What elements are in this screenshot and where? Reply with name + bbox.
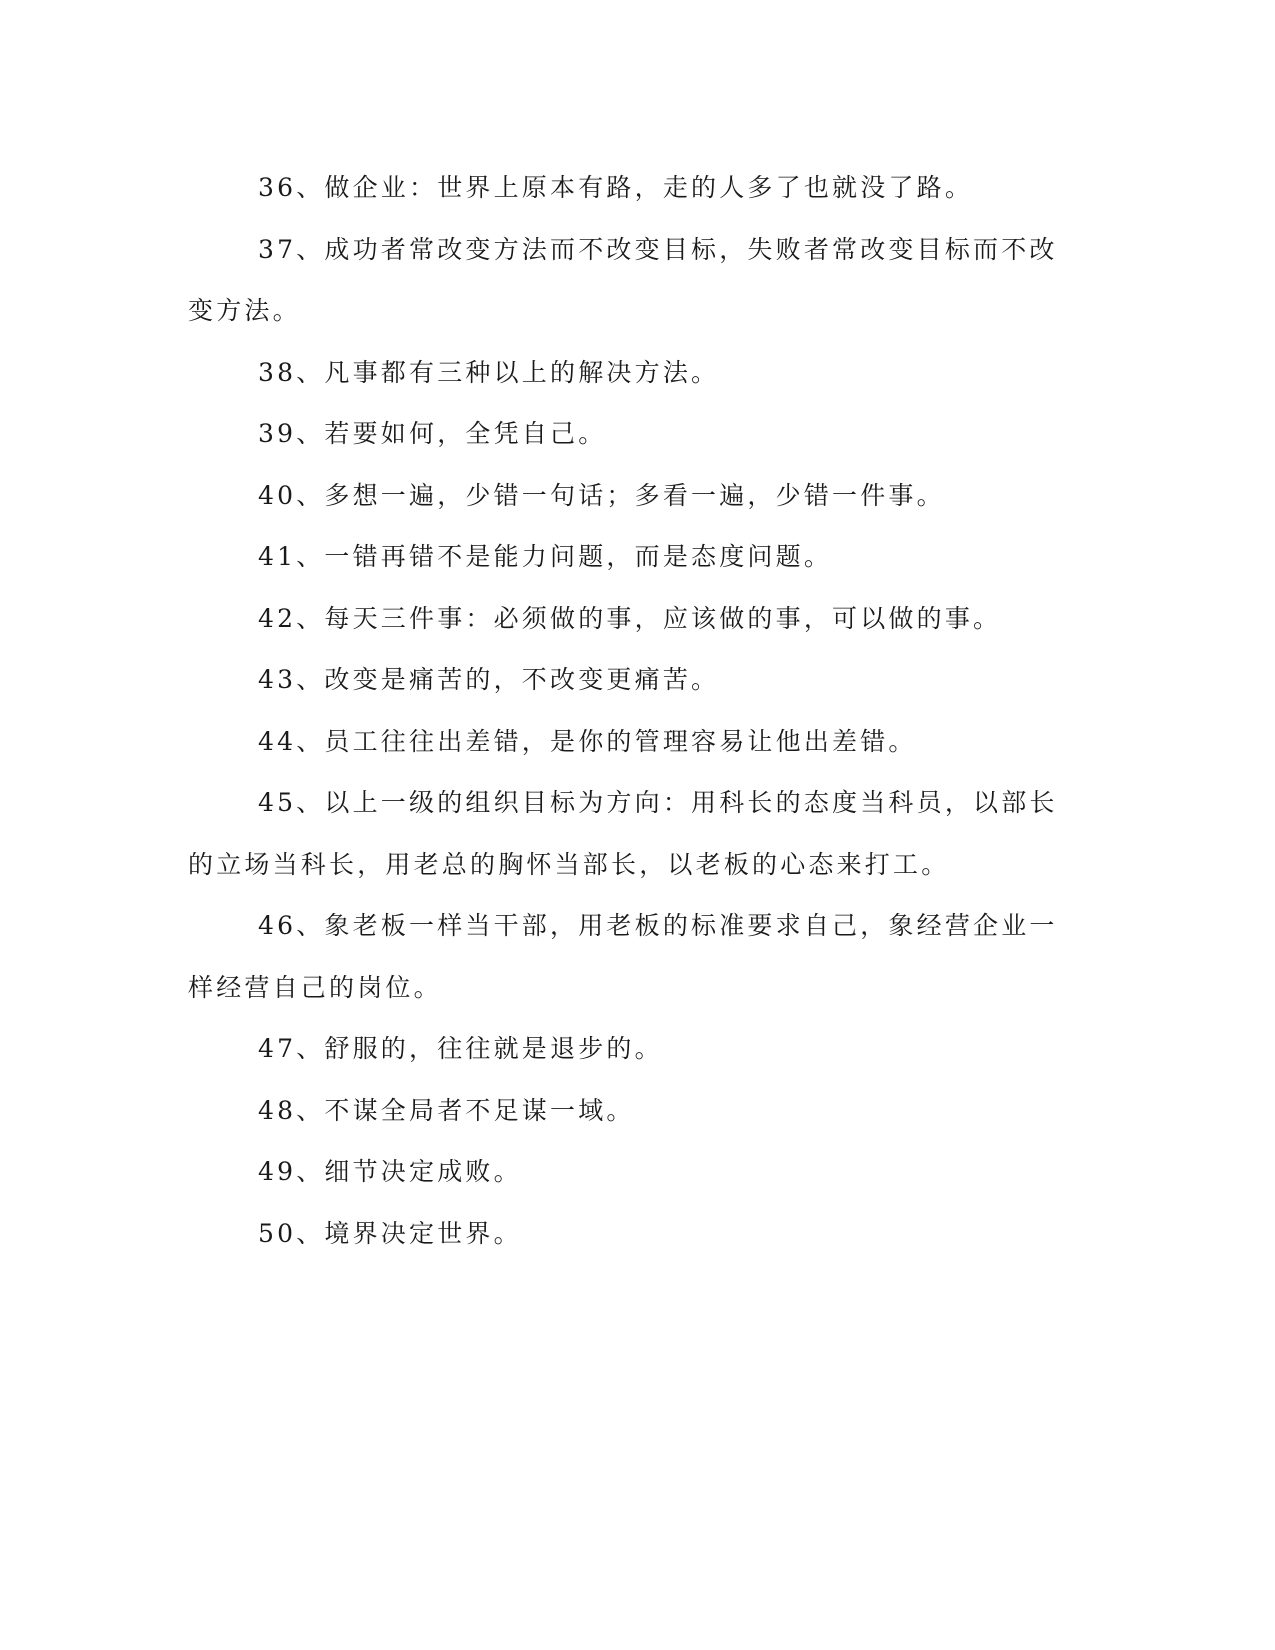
paragraph-48: 48、不谋全局者不足谋一域。	[258, 1095, 635, 1125]
paragraph-46: 46、象老板一样当干部，用老板的标准要求自己，象经营企业一样经营自己的岗位。	[188, 911, 1058, 1002]
paragraph-37: 37、成功者常改变方法而不改变目标，失败者常改变目标而不改变方法。	[188, 234, 1058, 325]
paragraph-50: 50、境界决定世界。	[258, 1218, 522, 1248]
paragraph-42: 42、每天三件事：必须做的事，应该做的事，可以做的事。	[258, 603, 1002, 633]
paragraph-41: 41、一错再错不是能力问题，而是态度问题。	[258, 542, 833, 571]
paragraph-47: 47、舒服的，往往就是退步的。	[258, 1034, 663, 1063]
paragraph-38: 38、凡事都有三种以上的解决方法。	[258, 357, 720, 387]
paragraph-43: 43、改变是痛苦的，不改变更痛苦。	[258, 665, 720, 694]
paragraph-45: 45、以上一级的组织目标为方向：用科长的态度当科员，以部长的立场当科长，用老总的胸怀当部长，以老板的心态来打工。	[188, 788, 1058, 879]
paragraph-36: 36、做企业：世界上原本有路，走的人多了也就没了路。	[258, 173, 974, 202]
paragraph-40: 40、多想一遍，少错一句话；多看一遍，少错一件事。	[258, 480, 945, 510]
paragraph-49: 49、细节决定成败。	[258, 1157, 522, 1186]
paragraph-39: 39、若要如何，全凭自己。	[258, 419, 607, 448]
paragraph-44: 44、员工往往出差错，是你的管理容易让他出差错。	[258, 726, 917, 756]
document-body	[188, 157, 1068, 1264]
